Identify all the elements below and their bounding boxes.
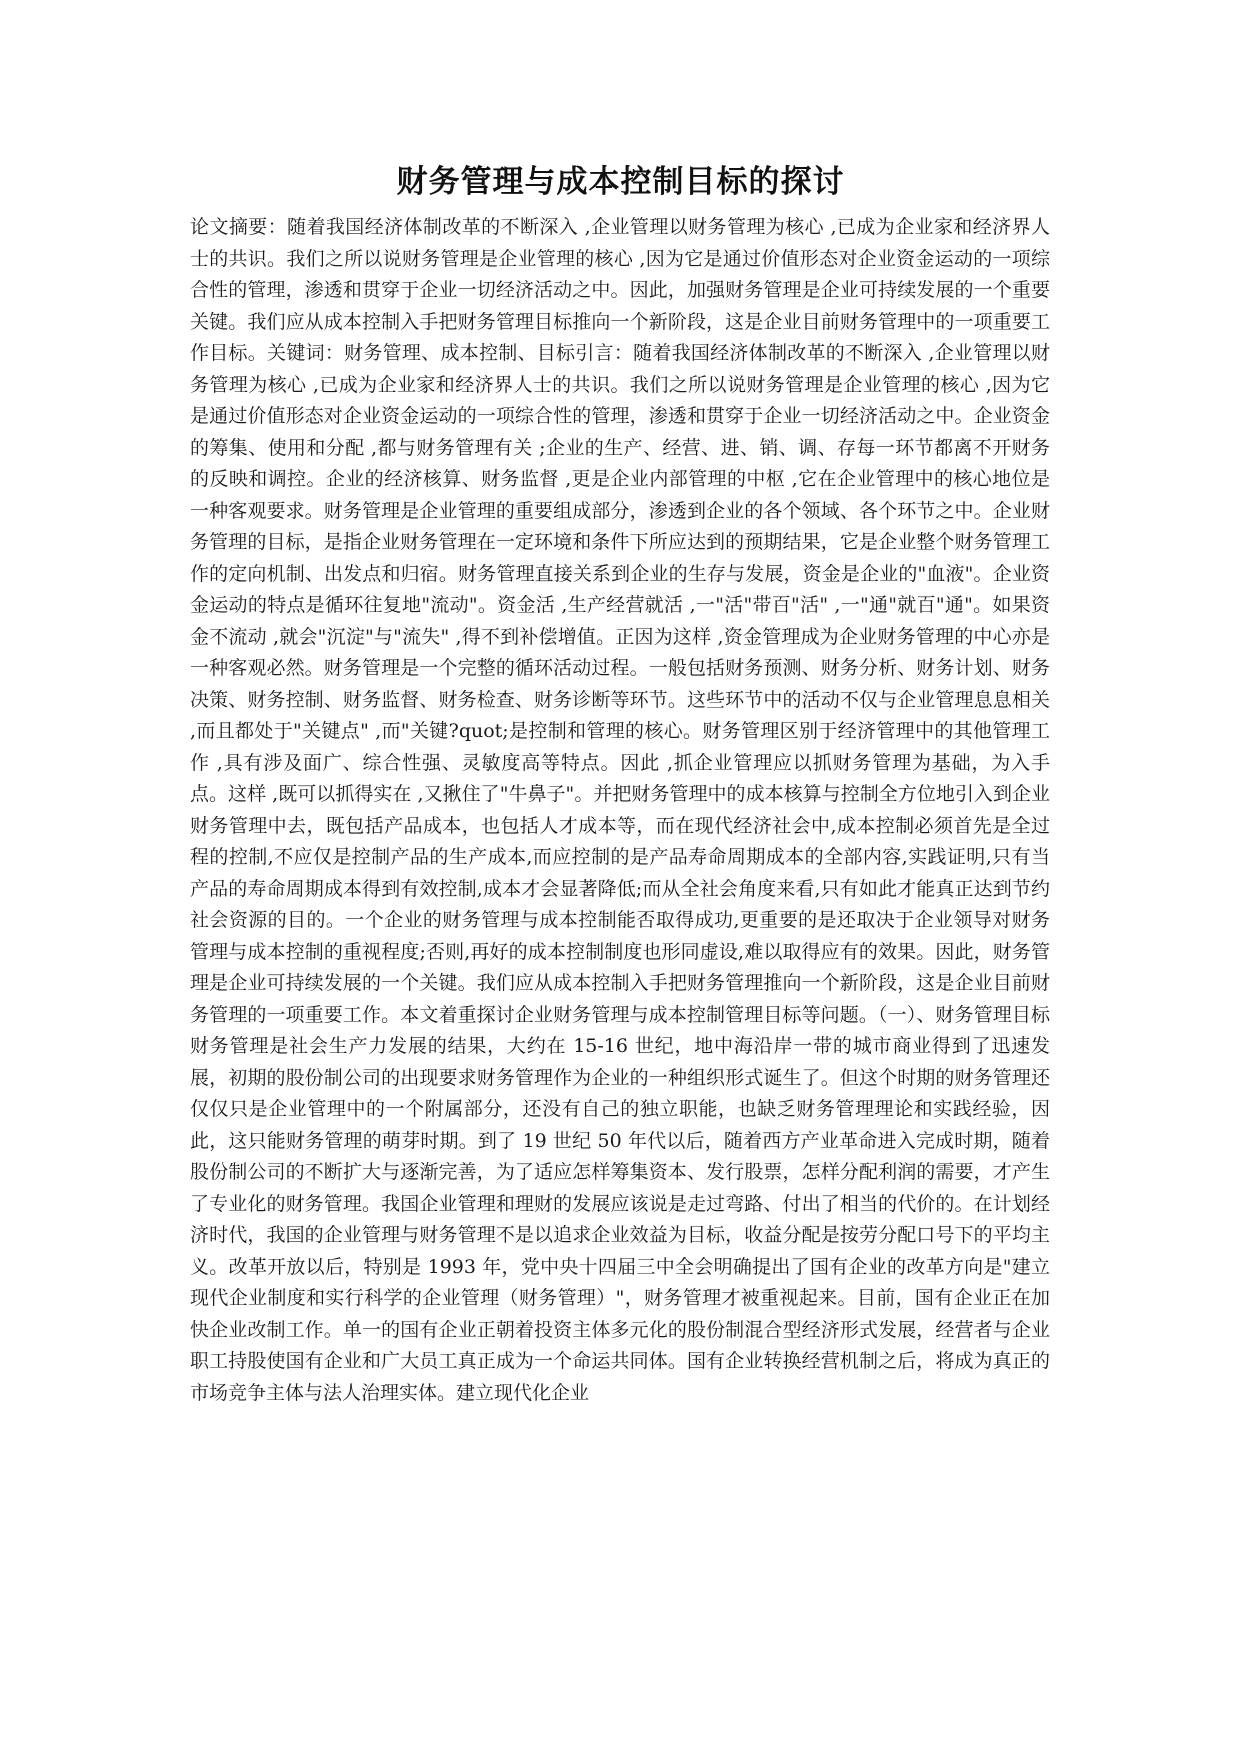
document-title: 财务管理与成本控制目标的探讨 [396,164,845,200]
body-paragraph: 论文摘要：随着我国经济体制改革的不断深入 ,企业管理以财务管理为核心 ,已成为企业家和经济界人士的共识。我们之所以说财务管理是企业管理的核心 ,因为它是通过价值形态对企业资金运动的一项综合性的管理，渗透和贯穿于企业一切经济活动之中。因此，加强财务管理是企业可持续发展的一个重要关键。我们应从成本控制入手把财务管理目标推向一个新阶段，这是企业目前财务管理中的一项重要工作目标。关键词：财务管理、成本控制、目标引言：随着我国经济体制改革的不断深入 ,企业管理以财务管理为核心 ,已成为企业家和经济界人士的共识。我们之所以说财务管理是企业管理的核心 ,因为它是通过价值形态对企业资金运动的一项综合性的管理，渗透和贯穿于企业一切经济活动之中。企业资金的筹集、使用和分配 ,都与财务管理有关 ;企业的生产、经营、进、销、调、存每一环节都离不开财务的反映和调控。企业的经济核算、财务监督 ,更是企业内部管理的中枢 ,它在企业管理中的核心地位是一种客观要求。财务管理是企业管理的重要组成部分，渗透到企业的各个领域、各个环节之中。企业财务管理的目标，是指企业财务管理在一定环境和条件下所应达到的预期结果，它是企业整个财务管理工作的定向机制、出发点和归宿。财务管理直接关系到企业的生存与发展，资金是企业的"血液"。企业资金运动的特点是循环往复地"流动"。资金活 ,生产经营就活 ,一"活"带百"活" ,一"通"就百"通"。如果资金不流动 ,就会"沉淀"与"流失" ,得不到补偿增值。正因为这样 ,资金管理成为企业财务管理的中心亦是一种客观必然。财务管理是一个完整的循环活动过程。一般包括财务预测、财务分析、财务计划、财务决策、财务控制、财务监督、财务检查、财务诊断等环节。这些环节中的活动不仅与企业管理息息相关 ,而且都处于"关键点" ,而"关键?quot;是控制和管理的核心。财务管理区别于经济管理中的其他管理工作 ,具有涉及面广、综合性强、灵敏度高等特点。因此 ,抓企业管理应以抓财务管理为基础，为入手点。这样 ,既可以抓得实在 ,又揪住了"牛鼻子"。并把财务管理中的成本核算与控制全方位地引入到企业财务管理中去，既包括产品成本，也包括人才成本等，而在现代经济社会中,成本控制必须首先是全过程的控制,不应仅是控制产品的生产成本,而应控制的是产品寿命周期成本的全部内容,实践证明,只有当产品的寿命周期成本得到有效控制,成本才会显著降低;而从全社会角度来看,只有如此才能真正达到节约社会资源的目的。一个企业的财务管理与成本控制能否取得成功,更重要的是还取决于企业领导对财务管理与成本控制的重视程度;否则,再好的成本控制制度也形同虚设,难以取得应有的效果。因此，财务管理是企业可持续发展的一个关键。我们应从成本控制入手把财务管理推向一个新阶段，这是企业目前财务管理的一项重要工作。本文着重探讨企业财务管理与成本控制管理目标等问题。（一）、财务管理目标 财务管理是社会生产力发展的结果，大约在 15-16 世纪，地中海沿岸一带的城市商业得到了迅速发展，初期的股份制公司的出现要求财务管理作为企业的一种组织形式诞生了。但这个时期的财务管理还仅仅只是企业管理中的一个附属部分，还没有自己的独立职能，也缺乏财务管理理论和实践经验，因此，这只能财务管理的萌芽时期。到了 19 世纪 50 年代以后，随着西方产业革命进入完成时期，随着股份制公司的不断扩大与逐渐完善，为了适应怎样筹集资本、发行股票，怎样分配利润的需要，才产生了专业化的财务管理。我国企业管理和理财的发展应该说是走过弯路、付出了相当的代价的。在计划经济时代，我国的企业管理与财务管理不是以追求企业效益为目标，收益分配是按劳分配口号下的平均主义。改革开放以后，特别是 1993 年，党中央十四届三中全会明确提出了国有企业的改革方向是"建立现代企业制度和实行科学的企业管理（财务管理）"，财务管理才被重视起来。目前，国有企业正在加快企业改制工作。单一的国有企业正朝着投资主体多元化的股份制混合型经济形式发展，经营者与企业职工持股使国有企业和广大员工真正成为一个命运共同体。国有企业转换经营机制之后，将成为真正的市场竞争主体与法人治理实体。建立现代化企业 [190,216,1089,1404]
